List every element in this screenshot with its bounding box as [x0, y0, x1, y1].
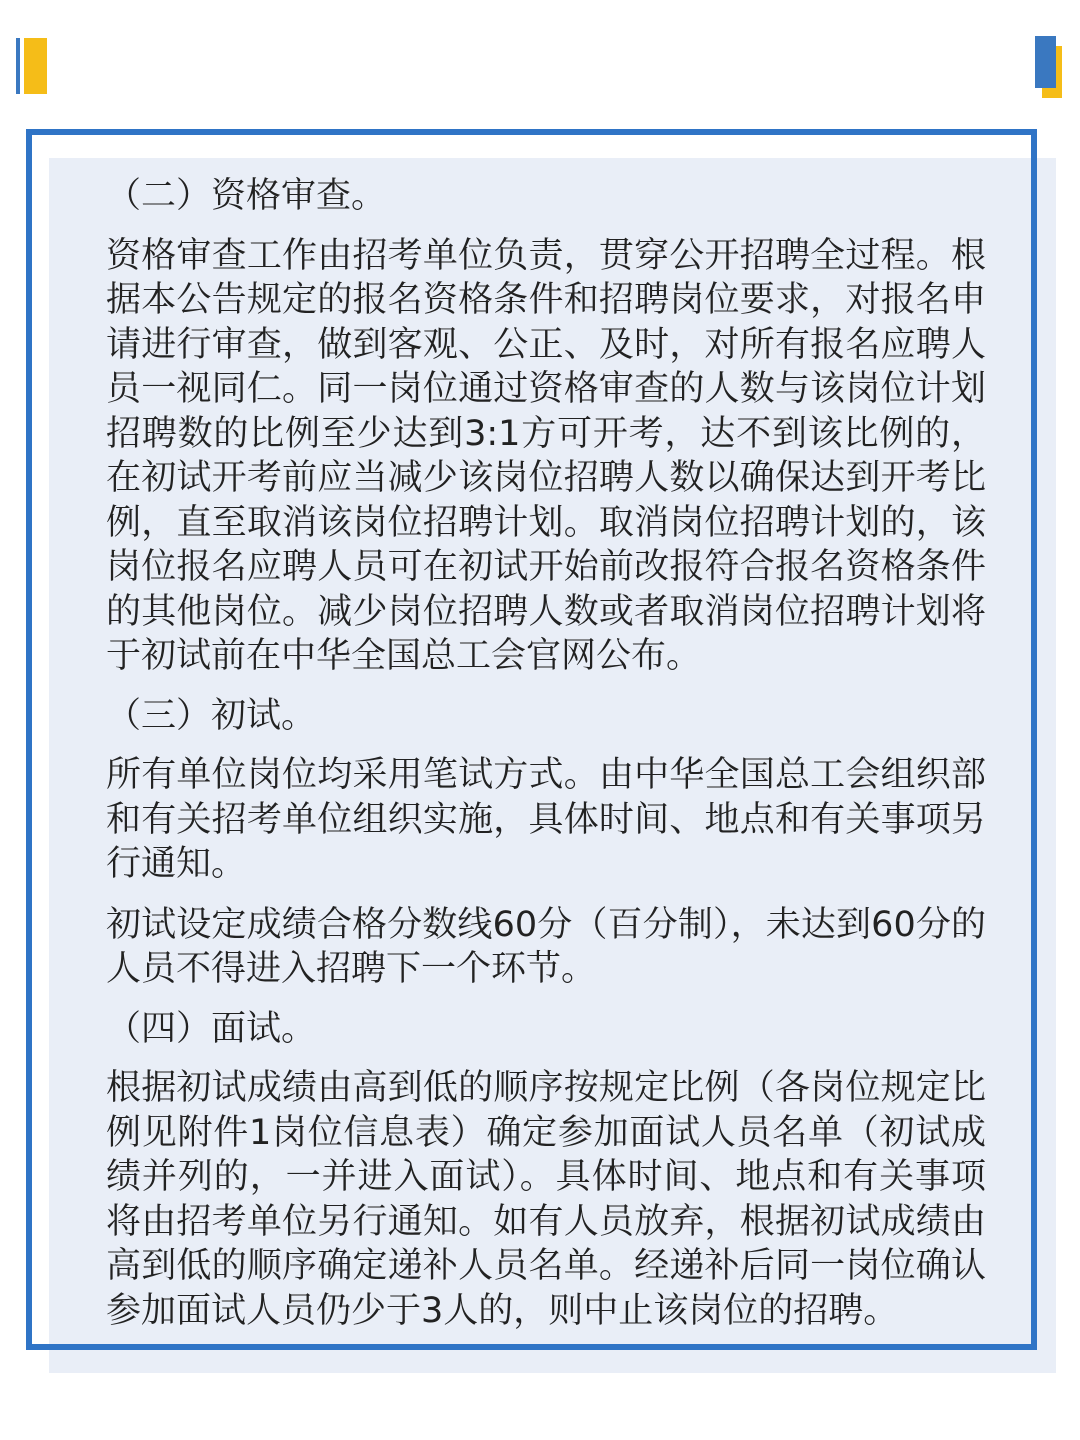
section-paragraph-interview: 根据初试成绩由高到低的顺序按规定比例（各岗位规定比例见附件1岗位信息表）确定参加面试人员名单（初试成绩并列的，一并进入面试）。具体时间、地点和有关事项将由招考单位另行通知。如有人员放弃，根据初试成绩由高到低的顺序确定递补人员名单。经递补后同一岗位确认参加面试人员仍少于3人的，则中止该岗位的招聘。	[106, 1068, 986, 1331]
section-paragraph-exam-passline: 初试设定成绩合格分数线60分（百分制），未达到60分的人员不得进入招聘下一个环节。	[106, 904, 986, 989]
section-heading-interview: （四）面试。	[106, 1008, 317, 1049]
section-heading-qualification: （二）资格审查。	[106, 176, 387, 216]
decorative-bar-left-yellow	[24, 38, 47, 94]
section-paragraph-qualification: 资格审查工作由招考单位负责，贯穿公开招聘全过程。根据本公告规定的报名资格条件和招聘岗位要求，对报名申请进行审查，做到客观、公正、及时，对所有报名应聘人员一视同仁。同一岗位通过资格审查的人数与该岗位计划招聘数的比例至少达到3:1方可开考，达不到该比例的，在初试开考前应当减少该岗位招聘人数以确保达到开考比例，直至取消该岗位招聘计划。取消岗位招聘计划的，该岗位报名应聘人员可在初试开始前改报符合报名资格条件的其他岗位。减少岗位招聘人数或者取消岗位招聘计划将于初试前在中华全国总工会官网公布。	[106, 235, 986, 676]
document-body	[106, 174, 986, 1333]
decorative-bar-left-thin	[16, 38, 20, 94]
decorative-bar-right-blue	[1035, 36, 1056, 88]
section-heading-exam: （三）初试。	[106, 695, 317, 736]
section-paragraph-exam-method: 所有单位岗位均采用笔试方式。由中华全国总工会组织部和有关招考单位组织实施，具体时间、地点和有关事项另行通知。	[106, 755, 986, 884]
